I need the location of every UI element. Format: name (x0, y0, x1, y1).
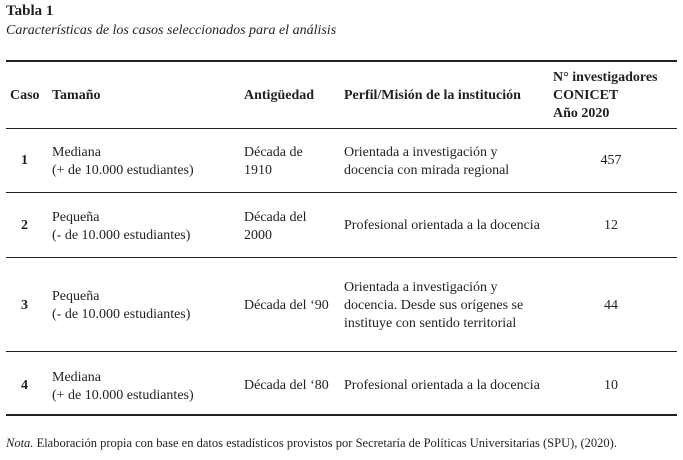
header-rule (6, 128, 677, 129)
cell-caso: 1 (21, 153, 28, 168)
header-antiguedad: Antigüedad (244, 88, 315, 103)
note-text: Elaboración propia con base en datos estadísticos provistos por Secretaría de Políticas Universitarias (SPU), (2020). (33, 436, 617, 450)
cell-perfil (344, 279, 523, 333)
cell-tamano (52, 209, 190, 245)
cell-perfil (344, 144, 509, 180)
header-investigadores (553, 69, 658, 123)
cell-perfil: Profesional orientada a la docencia (344, 378, 540, 393)
table-label: Tabla 1 (6, 3, 54, 19)
cell-investigadores: 10 (604, 378, 618, 393)
table-note (6, 436, 617, 451)
cell-antiguedad (244, 144, 303, 180)
cell-line: instituye con sentido territorial (344, 316, 517, 331)
cell-line: 2000 (244, 228, 272, 243)
cell-line: 1910 (244, 163, 272, 178)
cell-investigadores: 457 (600, 153, 622, 168)
cell-antiguedad: Década del ‘90 (244, 298, 329, 313)
cell-line: Orientada a investigación y (344, 280, 498, 295)
cell-line: Pequeña (52, 210, 100, 225)
cell-antiguedad: Década del ‘80 (244, 378, 329, 393)
cell-caso: 3 (21, 298, 28, 313)
cell-line: Mediana (52, 370, 101, 385)
cell-line: (+ de 10.000 estudiantes) (52, 388, 194, 403)
header-investigadores-line: CONICET (553, 88, 619, 103)
cell-perfil: Profesional orientada a la docencia (344, 218, 540, 233)
row-divider (6, 351, 677, 352)
table-caption: Características de los casos seleccionados para el análisis (6, 23, 337, 38)
header-caso: Caso (10, 88, 40, 103)
cell-line: Mediana (52, 145, 101, 160)
header-investigadores-line: N° investigadores (553, 70, 658, 85)
cell-line: Pequeña (52, 289, 100, 304)
cell-tamano (52, 288, 190, 324)
row-divider (6, 257, 677, 258)
cell-investigadores: 12 (604, 218, 618, 233)
cell-line: Orientada a investigación y (344, 145, 498, 160)
header-perfil: Perfil/Misión de la institución (344, 88, 521, 103)
cell-antiguedad (244, 209, 307, 245)
top-rule (6, 60, 677, 62)
cell-line: Década del (244, 210, 307, 225)
cell-tamano (52, 369, 194, 405)
cell-caso: 2 (21, 218, 28, 233)
header-tamano: Tamaño (52, 88, 101, 103)
cell-tamano (52, 144, 194, 180)
cell-line: docencia. Desde sus orígenes se (344, 298, 524, 313)
bottom-rule (6, 414, 677, 416)
cell-line: (- de 10.000 estudiantes) (52, 228, 191, 243)
cell-line: Década de (244, 145, 303, 160)
row-divider (6, 192, 677, 193)
note-label: Nota. (6, 436, 34, 450)
cell-line: (- de 10.000 estudiantes) (52, 307, 191, 322)
cell-caso: 4 (21, 378, 28, 393)
header-investigadores-line: Año 2020 (553, 106, 610, 121)
cell-line: (+ de 10.000 estudiantes) (52, 163, 194, 178)
cell-line: docencia con mirada regional (344, 163, 510, 178)
cell-investigadores: 44 (604, 298, 618, 313)
